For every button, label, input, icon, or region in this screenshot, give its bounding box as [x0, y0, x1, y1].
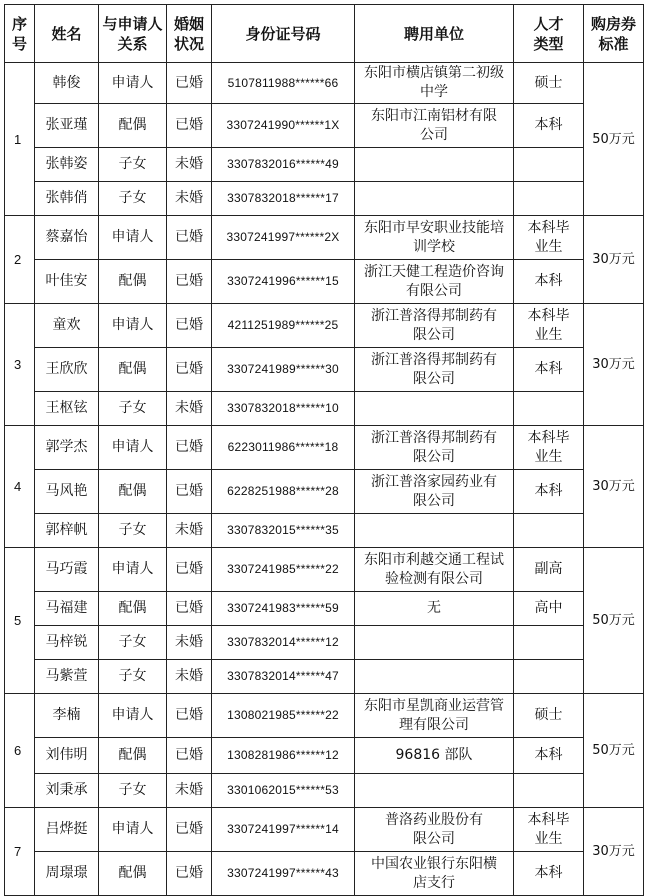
name-cell: 马梓锐 [35, 626, 99, 660]
name-cell: 周璟璟 [35, 852, 99, 896]
header-standard: 购房券标准 [584, 5, 644, 63]
id-cell: 6223011986******18 [212, 426, 355, 470]
marital-cell: 已婚 [167, 548, 212, 592]
employer-cell [355, 148, 514, 182]
id-cell: 3307832018******10 [212, 392, 355, 426]
header-employer: 聘用单位 [355, 5, 514, 63]
table-row [5, 426, 644, 470]
header-relation: 与申请人关系 [99, 5, 167, 63]
marital-cell: 已婚 [167, 304, 212, 348]
table-row [5, 348, 644, 392]
table-row [5, 392, 644, 426]
id-cell: 3307241985******22 [212, 548, 355, 592]
talent-cell: 硕士 [514, 63, 584, 104]
standard-cell: 50万元 [584, 548, 644, 694]
marital-cell: 已婚 [167, 470, 212, 514]
marital-cell: 已婚 [167, 592, 212, 626]
table-row [5, 808, 644, 852]
header-name: 姓名 [35, 5, 99, 63]
id-cell: 5107811988******66 [212, 63, 355, 104]
talent-cell: 本科毕业生 [514, 426, 584, 470]
name-cell: 郭梓帆 [35, 514, 99, 548]
employer-cell: 浙江普洛得邦制药有限公司 [355, 426, 514, 470]
talent-cell [514, 626, 584, 660]
relation-cell: 申请人 [99, 63, 167, 104]
seq-cell: 5 [5, 548, 35, 694]
table-row [5, 470, 644, 514]
marital-cell: 已婚 [167, 348, 212, 392]
talent-cell: 本科 [514, 470, 584, 514]
relation-cell: 子女 [99, 392, 167, 426]
relation-cell: 配偶 [99, 348, 167, 392]
name-cell: 王枢铉 [35, 392, 99, 426]
talent-cell: 本科毕业生 [514, 808, 584, 852]
table-row [5, 63, 644, 104]
id-cell: 3307241990******1X [212, 104, 355, 148]
table-row [5, 592, 644, 626]
header-id: 身份证号码 [212, 5, 355, 63]
id-cell: 3307241997******2X [212, 216, 355, 260]
table-row [5, 148, 644, 182]
employer-cell: 浙江天健工程造价咨询有限公司 [355, 260, 514, 304]
marital-cell: 已婚 [167, 808, 212, 852]
name-cell: 叶佳安 [35, 260, 99, 304]
talent-cell [514, 774, 584, 808]
employer-cell: 浙江普洛家园药业有限公司 [355, 470, 514, 514]
employer-cell [355, 392, 514, 426]
id-cell: 1308281986******12 [212, 738, 355, 774]
talent-cell [514, 514, 584, 548]
marital-cell: 已婚 [167, 738, 212, 774]
name-cell: 马巧霞 [35, 548, 99, 592]
name-cell: 蔡嘉怡 [35, 216, 99, 260]
relation-cell: 申请人 [99, 216, 167, 260]
talent-cell [514, 148, 584, 182]
marital-cell: 已婚 [167, 260, 212, 304]
id-cell: 3307832015******35 [212, 514, 355, 548]
name-cell: 刘秉承 [35, 774, 99, 808]
seq-cell: 1 [5, 63, 35, 216]
employer-cell: 浙江普洛得邦制药有限公司 [355, 304, 514, 348]
marital-cell: 已婚 [167, 63, 212, 104]
id-cell: 3307241997******14 [212, 808, 355, 852]
name-cell: 郭学杰 [35, 426, 99, 470]
relation-cell: 配偶 [99, 104, 167, 148]
marital-cell: 已婚 [167, 216, 212, 260]
header-row [5, 5, 644, 63]
marital-cell: 未婚 [167, 774, 212, 808]
marital-cell: 已婚 [167, 104, 212, 148]
talent-cell: 本科 [514, 348, 584, 392]
header-talent: 人才类型 [514, 5, 584, 63]
id-cell: 3307832014******12 [212, 626, 355, 660]
header-marital: 婚姻状况 [167, 5, 212, 63]
id-cell: 3307241996******15 [212, 260, 355, 304]
relation-cell: 申请人 [99, 304, 167, 348]
talent-cell: 副高 [514, 548, 584, 592]
seq-cell: 4 [5, 426, 35, 548]
marital-cell: 未婚 [167, 182, 212, 216]
employer-cell [355, 774, 514, 808]
table-row [5, 304, 644, 348]
relation-cell: 申请人 [99, 808, 167, 852]
relation-cell: 配偶 [99, 852, 167, 896]
relation-cell: 申请人 [99, 694, 167, 738]
standard-cell: 50万元 [584, 63, 644, 216]
table-row [5, 660, 644, 694]
relation-cell: 子女 [99, 660, 167, 694]
employer-cell: 中国农业银行东阳横店支行 [355, 852, 514, 896]
seq-cell: 6 [5, 694, 35, 808]
header-seq: 序号 [5, 5, 35, 63]
name-cell: 张韩姿 [35, 148, 99, 182]
table-row [5, 216, 644, 260]
seq-cell: 2 [5, 216, 35, 304]
marital-cell: 未婚 [167, 148, 212, 182]
relation-cell: 配偶 [99, 738, 167, 774]
employer-cell: 东阳市横店镇第二初级中学 [355, 63, 514, 104]
talent-housing-table [4, 4, 644, 896]
talent-cell: 本科 [514, 738, 584, 774]
id-cell: 3301062015******53 [212, 774, 355, 808]
relation-cell: 配偶 [99, 260, 167, 304]
relation-cell: 子女 [99, 148, 167, 182]
relation-cell: 子女 [99, 626, 167, 660]
table-row [5, 260, 644, 304]
talent-cell: 本科 [514, 104, 584, 148]
id-cell: 4211251989******25 [212, 304, 355, 348]
employer-cell: 东阳市早安职业技能培训学校 [355, 216, 514, 260]
marital-cell: 已婚 [167, 852, 212, 896]
id-cell: 3307832014******47 [212, 660, 355, 694]
marital-cell: 未婚 [167, 392, 212, 426]
employer-cell: 浙江普洛得邦制药有限公司 [355, 348, 514, 392]
table-row [5, 694, 644, 738]
talent-cell: 本科毕业生 [514, 216, 584, 260]
employer-cell [355, 182, 514, 216]
relation-cell: 子女 [99, 774, 167, 808]
standard-cell: 30万元 [584, 304, 644, 426]
table-row [5, 852, 644, 896]
talent-cell: 本科毕业生 [514, 304, 584, 348]
relation-cell: 配偶 [99, 470, 167, 514]
name-cell: 童欢 [35, 304, 99, 348]
employer-cell [355, 660, 514, 694]
talent-cell [514, 182, 584, 216]
name-cell: 马紫萱 [35, 660, 99, 694]
id-cell: 3307832016******49 [212, 148, 355, 182]
marital-cell: 未婚 [167, 626, 212, 660]
marital-cell: 未婚 [167, 514, 212, 548]
name-cell: 马福建 [35, 592, 99, 626]
table-row [5, 104, 644, 148]
standard-cell: 30万元 [584, 808, 644, 896]
standard-cell: 30万元 [584, 426, 644, 548]
table-row [5, 626, 644, 660]
id-cell: 3307241997******43 [212, 852, 355, 896]
table-row [5, 548, 644, 592]
id-cell: 3307241983******59 [212, 592, 355, 626]
name-cell: 韩俊 [35, 63, 99, 104]
talent-cell [514, 392, 584, 426]
id-cell: 3307241989******30 [212, 348, 355, 392]
talent-cell: 本科 [514, 852, 584, 896]
table-row [5, 182, 644, 216]
name-cell: 刘伟明 [35, 738, 99, 774]
marital-cell: 未婚 [167, 660, 212, 694]
employer-cell: 无 [355, 592, 514, 626]
marital-cell: 已婚 [167, 694, 212, 738]
seq-cell: 7 [5, 808, 35, 896]
talent-cell [514, 660, 584, 694]
employer-cell: 东阳市星凯商业运营管理有限公司 [355, 694, 514, 738]
relation-cell: 子女 [99, 182, 167, 216]
relation-cell: 申请人 [99, 426, 167, 470]
id-cell: 6228251988******28 [212, 470, 355, 514]
employer-cell: 东阳市江南铝材有限公司 [355, 104, 514, 148]
employer-cell: 东阳市利越交通工程试验检测有限公司 [355, 548, 514, 592]
relation-cell: 申请人 [99, 548, 167, 592]
name-cell: 张亚瑾 [35, 104, 99, 148]
name-cell: 王欣欣 [35, 348, 99, 392]
name-cell: 张韩俏 [35, 182, 99, 216]
standard-cell: 30万元 [584, 216, 644, 304]
employer-cell: 普洛药业股份有限公司 [355, 808, 514, 852]
relation-cell: 配偶 [99, 592, 167, 626]
standard-cell: 50万元 [584, 694, 644, 808]
id-cell: 1308021985******22 [212, 694, 355, 738]
table-row [5, 774, 644, 808]
name-cell: 李楠 [35, 694, 99, 738]
marital-cell: 已婚 [167, 426, 212, 470]
table-row [5, 738, 644, 774]
employer-cell [355, 514, 514, 548]
talent-cell: 本科 [514, 260, 584, 304]
name-cell: 马风艳 [35, 470, 99, 514]
employer-cell [355, 626, 514, 660]
id-cell: 3307832018******17 [212, 182, 355, 216]
table-row [5, 514, 644, 548]
name-cell: 吕烨挺 [35, 808, 99, 852]
talent-cell: 高中 [514, 592, 584, 626]
employer-cell: 96816 部队 [355, 738, 514, 774]
talent-cell: 硕士 [514, 694, 584, 738]
relation-cell: 子女 [99, 514, 167, 548]
seq-cell: 3 [5, 304, 35, 426]
